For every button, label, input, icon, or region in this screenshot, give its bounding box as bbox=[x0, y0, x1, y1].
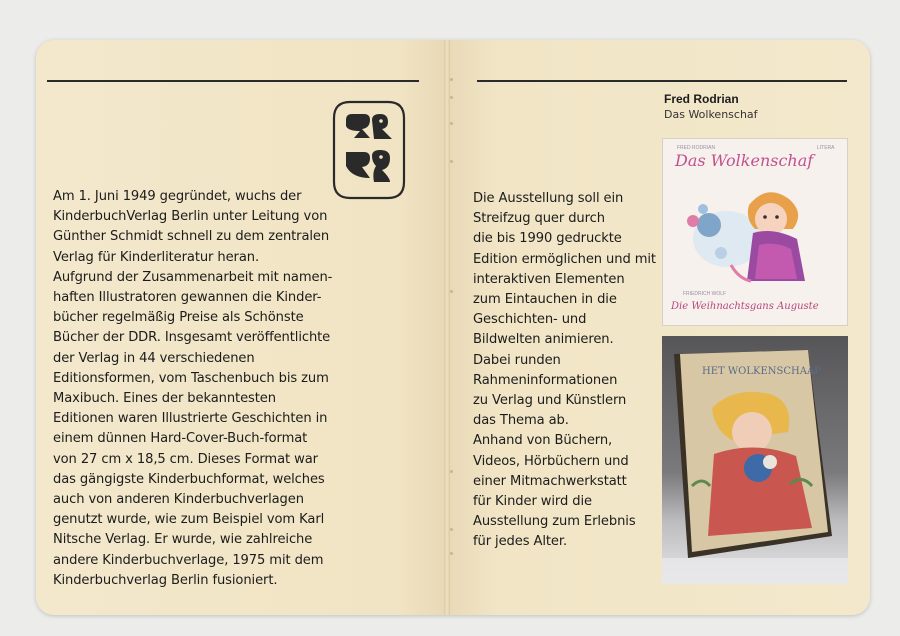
right-paragraph bbox=[473, 189, 656, 553]
paragraph-line: Die Ausstellung soll ein bbox=[473, 191, 624, 206]
paragraph-line: Verlag für Kinderliteratur heran. bbox=[53, 249, 260, 265]
paragraph-line: die bis 1990 gedruckte bbox=[473, 231, 622, 247]
paragraph-line: Geschichten- und bbox=[473, 312, 587, 328]
top-rule-left bbox=[47, 80, 419, 82]
paragraph-line: Streifzug quer durch bbox=[473, 211, 605, 227]
paragraph-line: genutzt wurde, wie zum Beispiel vom Karl bbox=[53, 512, 325, 528]
paragraph-line: für Kinder wird die bbox=[473, 494, 592, 510]
paragraph-line: Bücher der DDR. Insgesamt veröffentlichte bbox=[53, 330, 331, 346]
paragraph-line: haften Illustratoren gewannen die Kinder- bbox=[53, 290, 322, 306]
left-paragraph bbox=[53, 187, 353, 591]
book-cover-image bbox=[662, 138, 848, 326]
paragraph-line: Editionsformen, vom Taschenbuch bis zum bbox=[53, 370, 329, 386]
paragraph-line: andere Kinderbuchverlage, 1975 mit dem bbox=[53, 552, 324, 568]
paragraph-line: interaktiven Elementen bbox=[473, 271, 625, 287]
paragraph-line: für jedes Alter. bbox=[473, 534, 568, 550]
paragraph-line: einem dünnen Hard-Cover-Buch-format bbox=[53, 431, 308, 447]
paragraph-line: Günther Schmidt schnell zu dem zentralen bbox=[53, 229, 330, 245]
stitch-hole bbox=[450, 552, 453, 555]
paragraph-line: Dabei runden bbox=[473, 352, 561, 368]
book-photo-illustration bbox=[662, 336, 848, 584]
stitch-hole bbox=[450, 96, 453, 99]
paragraph-line: Rahmeninformationen bbox=[473, 372, 618, 388]
cover-author-label: FRED RODRIAN bbox=[677, 145, 716, 151]
book-title: Das Wolkenschaf bbox=[664, 108, 758, 121]
image-credit bbox=[664, 92, 844, 122]
author-name: Fred Rodrian bbox=[664, 92, 739, 106]
paragraph-line: Bildwelten animieren. bbox=[473, 332, 614, 348]
paragraph-line: Maxibuch. Eines der bekanntesten bbox=[53, 391, 276, 407]
cover-illustration bbox=[663, 169, 849, 289]
stitch-hole bbox=[450, 122, 453, 125]
paragraph-line: der Verlag in 44 verschiedenen bbox=[53, 350, 255, 366]
paragraph-line: zu Verlag und Künstlern bbox=[473, 393, 627, 409]
paragraph-line: Aufgrund der Zusammenarbeit mit namen- bbox=[53, 269, 333, 285]
stitch-hole bbox=[450, 290, 453, 293]
stitch-hole bbox=[450, 78, 453, 81]
stitch-hole bbox=[450, 528, 453, 531]
paragraph-line: Editionen waren Illustrierte Geschichten in bbox=[53, 411, 328, 427]
paragraph-line: Nitsche Verlag. Er wurde, wie zahlreiche bbox=[53, 532, 313, 548]
cover-bottom-title: Die Weihnachtsgans Auguste bbox=[671, 301, 819, 312]
stitch-hole bbox=[450, 470, 453, 473]
paragraph-line: auch von anderen Kinderbuchverlagen bbox=[53, 492, 304, 508]
paragraph-line: Ausstellung zum Erlebnis bbox=[473, 514, 636, 530]
paragraph-line: KinderbuchVerlag Berlin unter Leitung von bbox=[53, 209, 328, 225]
paragraph-line: das Thema ab. bbox=[473, 413, 569, 429]
paragraph-line: das gängigste Kinderbuchformat, welches bbox=[53, 471, 325, 487]
top-rule-right bbox=[477, 80, 847, 82]
paragraph-line: Edition ermöglichen und mit bbox=[473, 251, 656, 267]
stitch-hole bbox=[450, 160, 453, 163]
paragraph-line: Videos, Hörbüchern und bbox=[473, 453, 629, 469]
book-photo bbox=[662, 336, 848, 584]
paragraph-line: bücher regelmäßig Preise als Schönste bbox=[53, 310, 304, 326]
cover-second-author: FRIEDRICH WOLF bbox=[683, 291, 727, 297]
paragraph-line: von 27 cm x 18,5 cm. Dieses Format war bbox=[53, 451, 318, 467]
paragraph-line: Am 1. Juni 1949 gegründet, wuchs der bbox=[53, 189, 302, 204]
cover-script-title: Das Wolkenschaf bbox=[675, 151, 814, 170]
paragraph-line: Kinderbuchverlag Berlin fusioniert. bbox=[53, 572, 278, 588]
dutch-cover-title: HET WOLKENSCHAAP bbox=[702, 366, 821, 377]
paragraph-line: Anhand von Büchern, bbox=[473, 433, 613, 449]
paragraph-line: einer Mitmachwerkstatt bbox=[473, 473, 627, 489]
cover-publisher-label: LITERA bbox=[817, 145, 835, 151]
paragraph-line: zum Eintauchen in die bbox=[473, 292, 617, 308]
